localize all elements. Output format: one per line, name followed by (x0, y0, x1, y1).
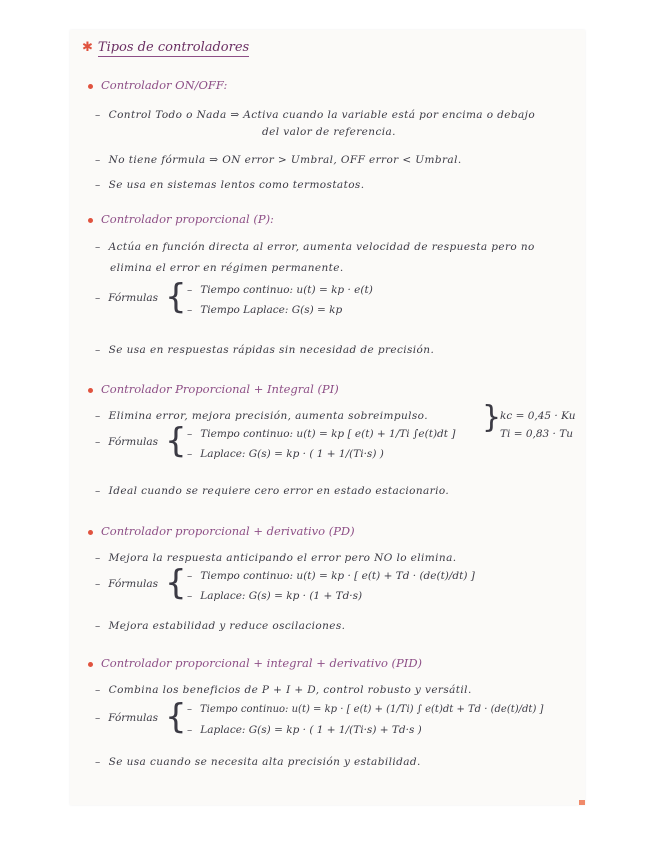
section-heading-pd: Controlador proporcional + derivativo (PD) (88, 524, 355, 538)
formula-label: – Fórmulas (95, 292, 159, 304)
notebook-page (70, 30, 585, 805)
formula-label: – Fórmulas (95, 712, 159, 724)
page-title: ✱ Tipos de controladores (82, 40, 250, 55)
right-brace-icon: } (482, 400, 502, 435)
text-line: del valor de referencia. (262, 126, 396, 138)
text-line: – Se usa en respuestas rápidas sin necesidad de precisión. (95, 344, 435, 356)
text-line: – Mejora estabilidad y reduce oscilaciones. (95, 620, 346, 632)
formula-line: – Tiempo continuo: u(t) = kp · [ e(t) + Td · (de(t)/dt) ] (187, 570, 475, 582)
section-heading-onoff: Controlador ON/OFF: (88, 78, 227, 92)
formula-line: – Laplace: G(s) = kp · (1 + Td·s) (187, 590, 363, 602)
formula-line: – Laplace: G(s) = kp · ( 1 + 1/(Ti·s) ) (187, 448, 384, 460)
section-heading-pi: Controlador Proporcional + Integral (PI) (88, 382, 339, 396)
text-line: – Actúa en función directa al error, aumenta velocidad de respuesta pero no (95, 241, 535, 253)
formula-label: – Fórmulas (95, 578, 159, 590)
side-note-ti: Ti = 0,83 · Tu (500, 428, 573, 440)
bullet-icon (88, 388, 93, 393)
text-line: – No tiene fórmula ⇒ ON error > Umbral, OFF error < Umbral. (95, 154, 462, 166)
bullet-icon (88, 530, 93, 535)
side-note-kc: kc = 0,45 · Ku (500, 410, 576, 422)
text-line: – Elimina error, mejora precisión, aumenta sobreimpulso. (95, 410, 428, 422)
star-icon: ✱ (82, 40, 93, 55)
text-line: – Combina los beneficios de P + I + D, control robusto y versátil. (95, 684, 472, 696)
bullet-icon (88, 662, 93, 667)
page-edge-tab (579, 800, 585, 805)
formula-line: – Tiempo continuo: u(t) = kp · [ e(t) + (1/Ti) ∫ e(t)dt + Td · (de(t)/dt) ] (187, 704, 544, 715)
formula-line: – Tiempo continuo: u(t) = kp [ e(t) + 1/Ti ∫e(t)dt ] (187, 428, 456, 440)
text-line: – Se usa en sistemas lentos como termostatos. (95, 179, 365, 191)
text-line: – Control Todo o Nada ⇒ Activa cuando la variable está por encima o debajo (95, 109, 536, 121)
section-heading-p: Controlador proporcional (P): (88, 212, 274, 226)
text-line: – Se usa cuando se necesita alta precisión y estabilidad. (95, 756, 421, 768)
formula-line: – Tiempo continuo: u(t) = kp · e(t) (187, 284, 373, 296)
bullet-icon (88, 84, 93, 89)
brace-icon: { (165, 277, 187, 317)
formula-line: – Tiempo Laplace: G(s) = kp (187, 304, 343, 316)
brace-icon: { (165, 421, 187, 461)
section-heading-pid: Controlador proporcional + integral + derivativo (PID) (88, 656, 422, 670)
text-line: elimina el error en régimen permanente. (110, 262, 344, 274)
formula-line: – Laplace: G(s) = kp · ( 1 + 1/(Ti·s) + Td·s ) (187, 724, 422, 736)
formula-label: – Fórmulas (95, 436, 159, 448)
text-line: – Mejora la respuesta anticipando el error pero NO lo elimina. (95, 552, 457, 564)
text-line: – Ideal cuando se requiere cero error en estado estacionario. (95, 485, 450, 497)
bullet-icon (88, 218, 93, 223)
brace-icon: { (165, 697, 187, 737)
brace-icon: { (165, 563, 187, 603)
